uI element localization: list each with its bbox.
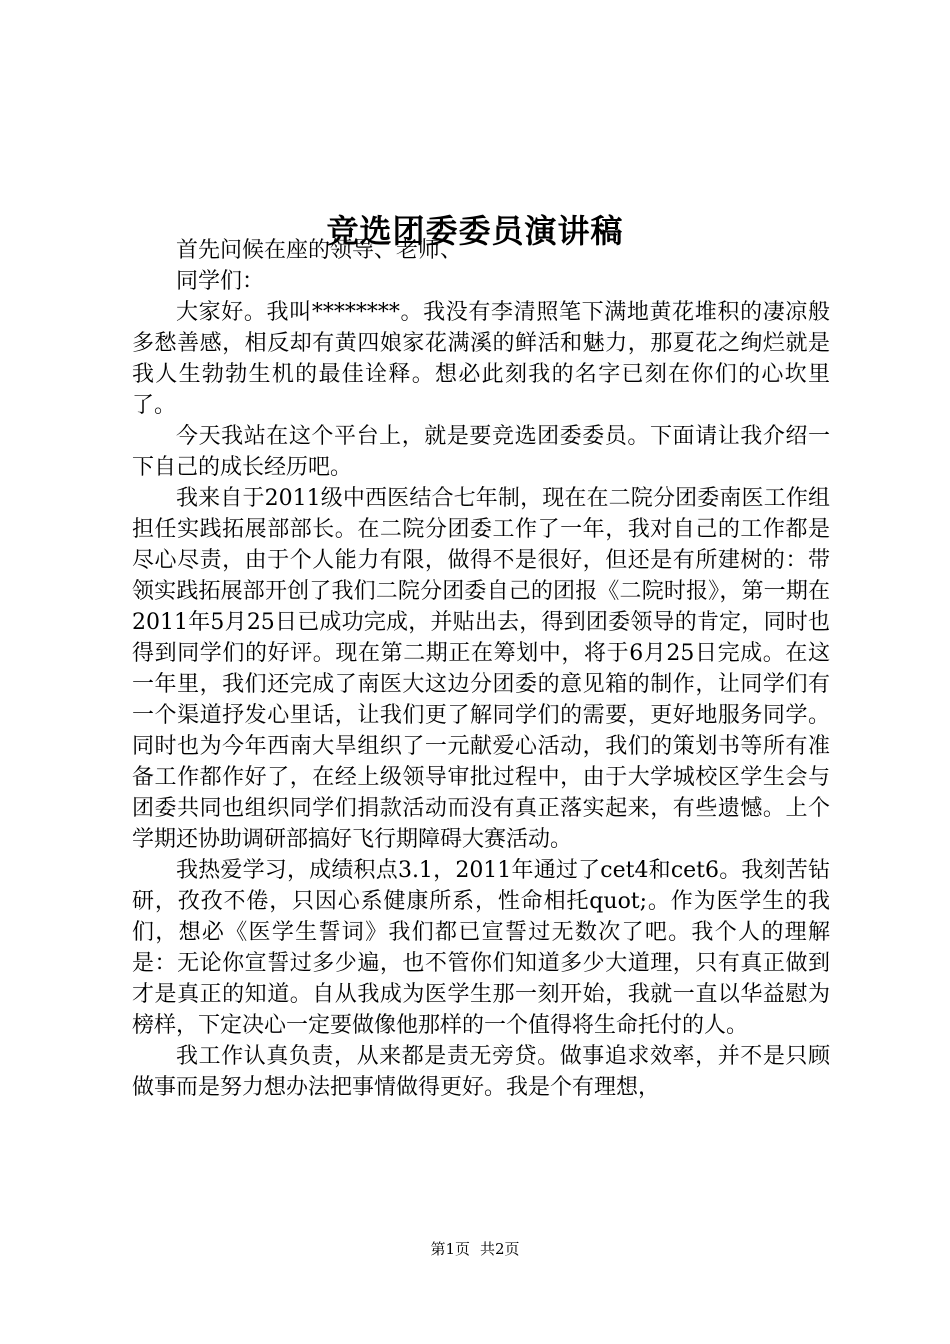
paragraph-introduction: 大家好。我叫********。我没有李清照笔下满地黄花堆积的凄凉般多愁善感，相反却有黄四娘家花满溪的鲜活和魅力，那夏花之绚烂就是我人生勃勃生机的最佳诠释。想必此刻我的名字已刻在你们的心坎里了。 — [132, 300, 830, 418]
page-number: 第1页 — [430, 1240, 470, 1258]
page-footer — [0, 1238, 950, 1260]
paragraph-study: 我热爱学习，成绩积点3.1，2011年通过了cet4和cet6。我刻苦钻研，孜孜不倦，只因心系健康所系，性命相托quot;。作为医学生的我们，想必《医学生誓词》我们都已宣誓过无数次了吧。我个人的理解是：无论你宣誓过多少遍，也不管你们知道多少大道理，只有真正做到才是真正的知道。自从我成为医学生那一刻开始，我就一直以华益慰为榜样，下定决心一定要做像他那样的一个值得将生命托付的人。 — [132, 858, 830, 1038]
page-total: 共2页 — [480, 1240, 520, 1258]
paragraph-work-attitude: 我工作认真负责，从来都是责无旁贷。做事追求效率，并不是只顾做事而是努力想办法把事情做得更好。我是个有理想， — [132, 1044, 830, 1100]
paragraph-purpose: 今天我站在这个平台上，就是要竞选团委委员。下面请让我介绍一下自己的成长经历吧。 — [132, 424, 830, 480]
paragraph-experience: 我来自于2011级中西医结合七年制，现在在二院分团委南医工作组担任实践拓展部部长。在二院分团委工作了一年，我对自己的工作都是尽心尽责，由于个人能力有限，做得不是很好，但还是有所建树的：带领实践拓展部开创了我们二院分团委自己的团报《二院时报》，第一期在2011年5月25日已成功完成，并贴出去，得到团委领导的肯定，同时也得到同学们的好评。现在第二期正在筹划中，将于6月25日完成。在这一年里，我们还完成了南医大这边分团委的意见箱的制作，让同学们有一个渠道抒发心里话，让我们更了解同学们的需要，更好地服务同学。同时也为今年西南大旱组织了一元献爱心活动，我们的策划书等所有准备工作都作好了，在经上级领导审批过程中，由于大学城校区学生会与团委共同也组织同学们捐款活动而没有真正落实起来，有些遗憾。上个学期还协助调研部搞好飞行期障碍大赛活动。 — [132, 486, 830, 852]
paragraph-salutation: 同学们： — [176, 269, 265, 294]
paragraph-greeting: 首先问候在座的领导、老师、 — [176, 238, 463, 263]
document-body — [132, 235, 830, 1103]
document-title: 竞选团委委员演讲稿 — [326, 212, 624, 251]
